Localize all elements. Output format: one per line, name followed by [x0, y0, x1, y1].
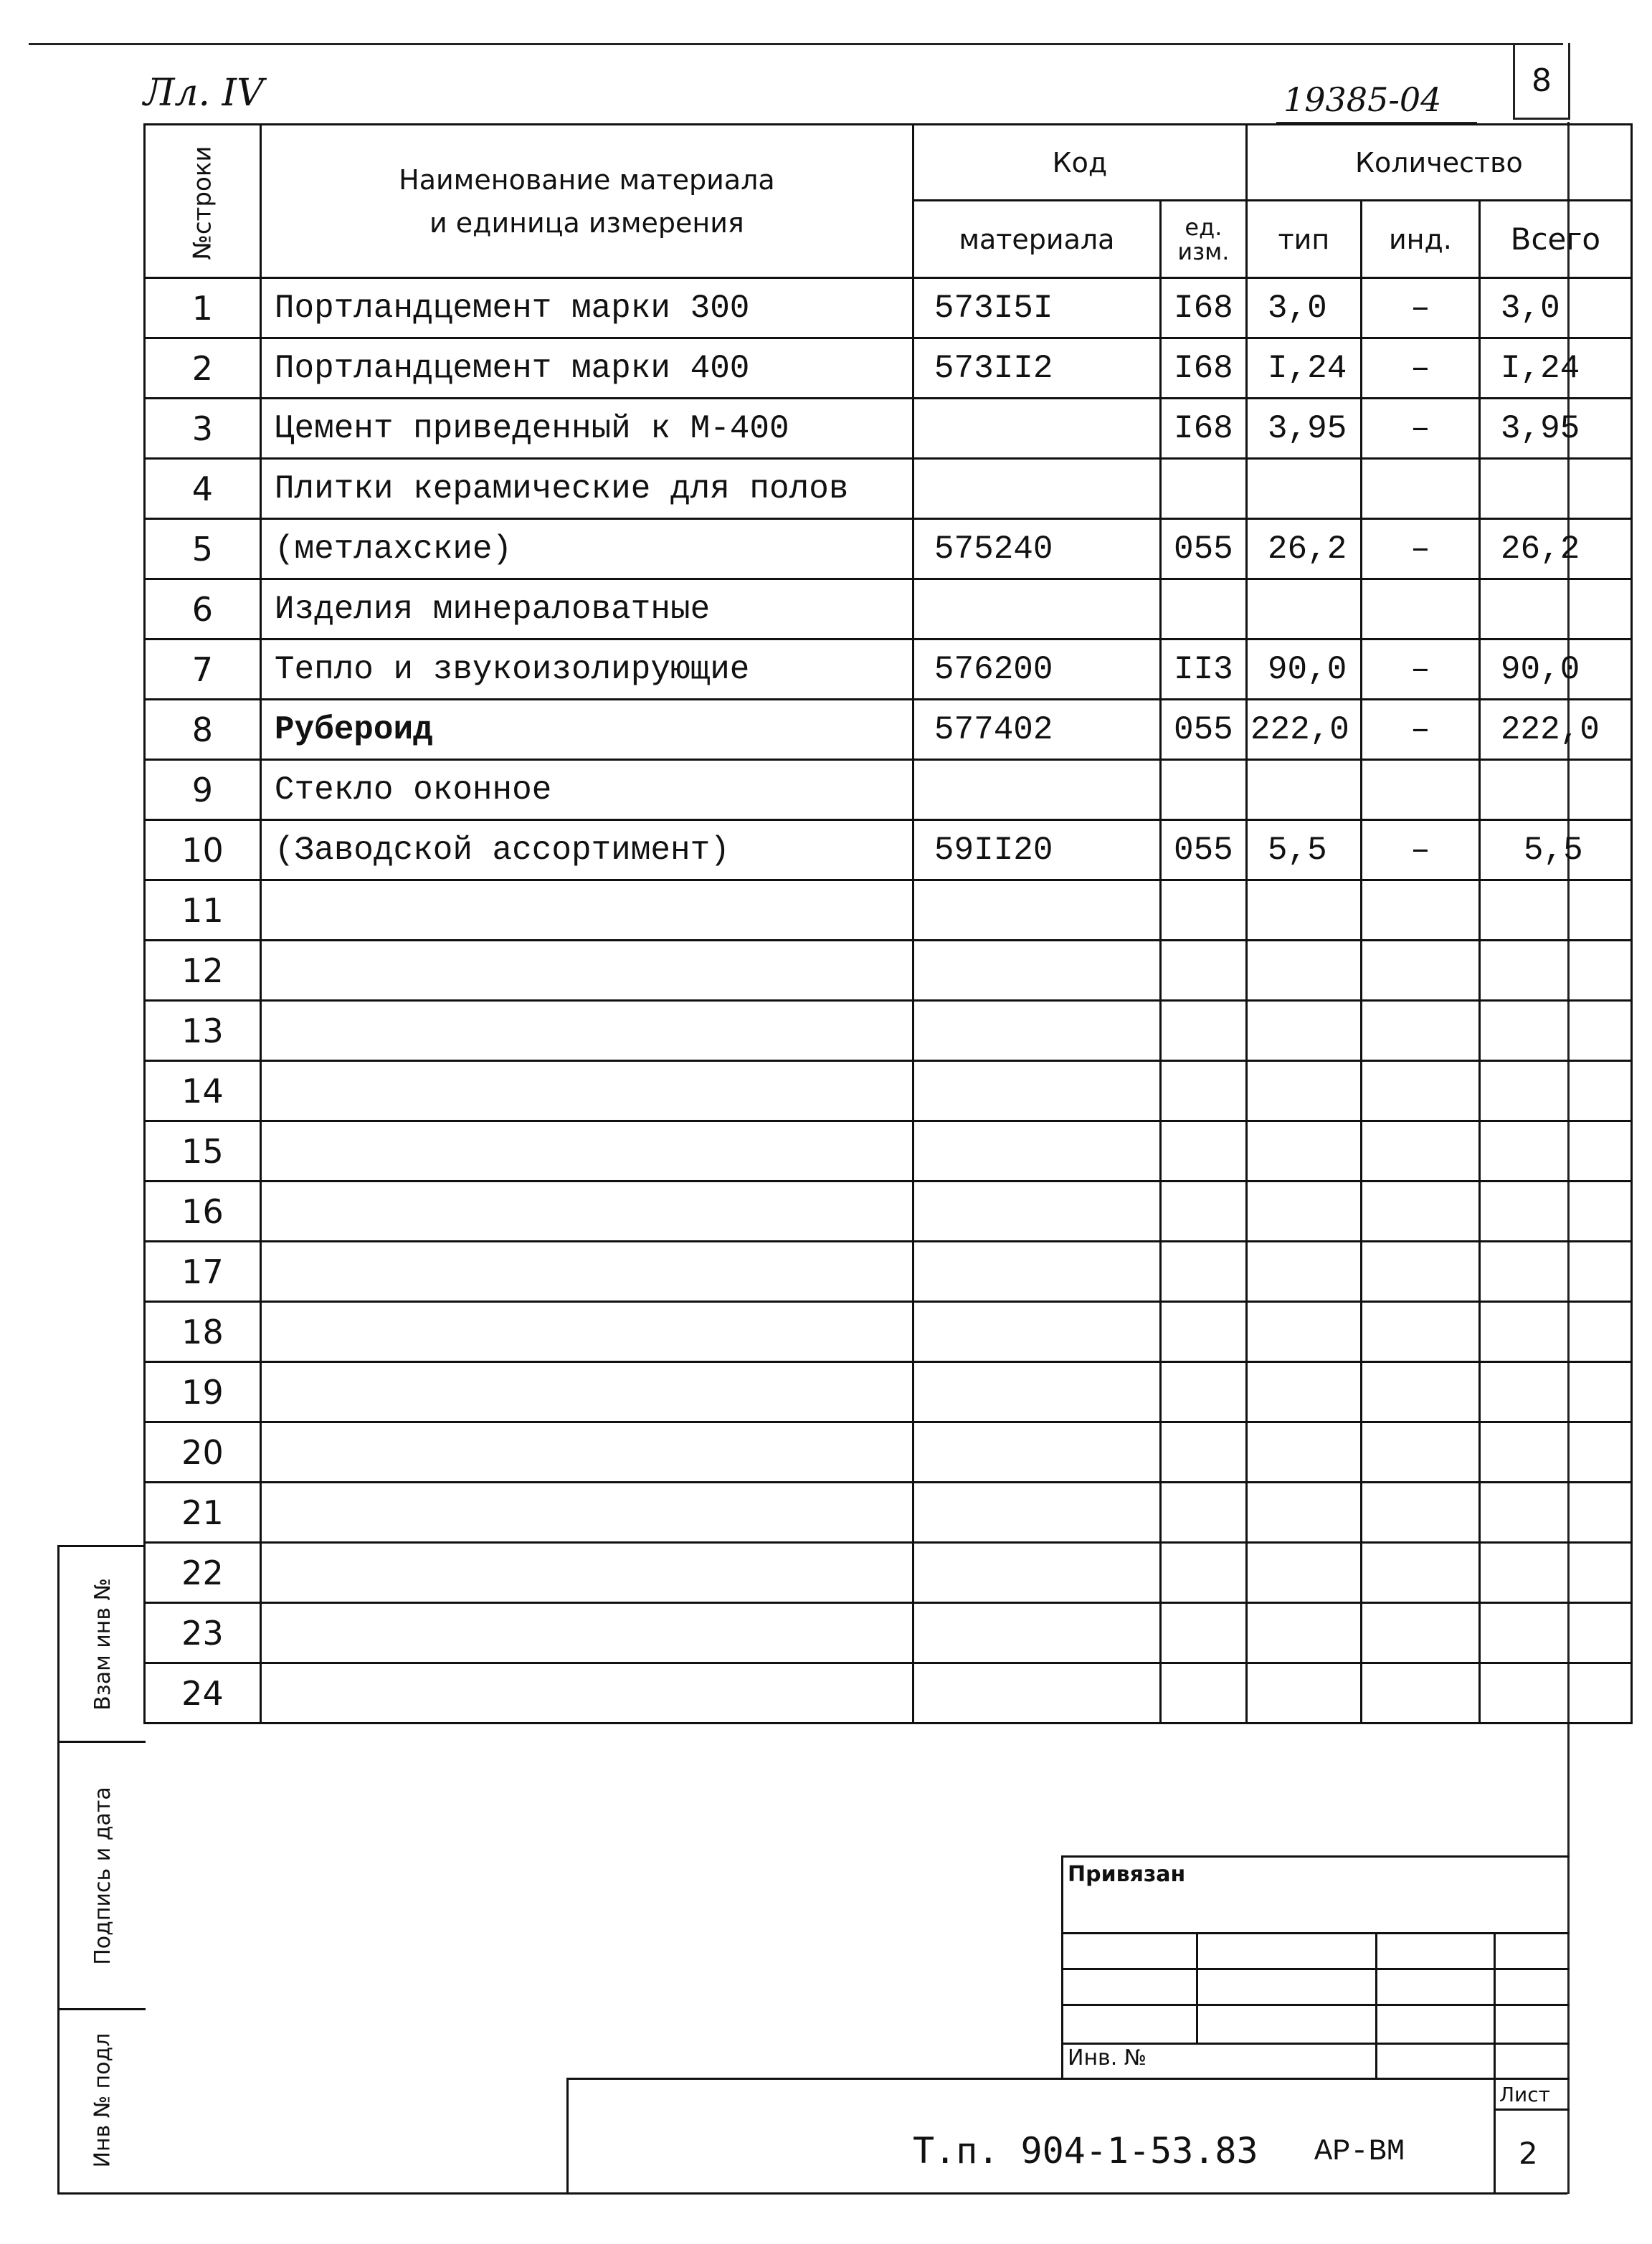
- qty-typ: [1246, 1121, 1361, 1182]
- material-name: [260, 1302, 913, 1362]
- title-block: [566, 2078, 1570, 2195]
- row-number: 7: [145, 640, 261, 700]
- material-name: Плитки керамические для полов: [260, 459, 913, 519]
- qty-ind: –: [1361, 519, 1479, 579]
- row-number: 24: [145, 1663, 261, 1724]
- qty-ind: [1361, 1543, 1479, 1603]
- table-row: [145, 640, 1632, 700]
- unit-code: I68: [1160, 399, 1246, 459]
- qty-typ: [1246, 459, 1361, 519]
- col-code-material-header: материала: [913, 201, 1160, 278]
- unit-code: [1160, 1543, 1246, 1603]
- stamp-bound-label: Привязан: [1068, 1862, 1186, 1887]
- col-code-unit-header: ед. изм.: [1160, 201, 1246, 278]
- material-name: [260, 880, 913, 941]
- qty-ind: [1361, 1242, 1479, 1302]
- qty-ind: –: [1361, 700, 1479, 760]
- stamp-divider: [1375, 1932, 1377, 2080]
- material-code: 575240: [913, 519, 1160, 579]
- unit-code: 055: [1160, 519, 1246, 579]
- material-name: Цемент приведенный к М-400: [260, 399, 913, 459]
- qty-ind: –: [1361, 399, 1479, 459]
- row-number: 13: [145, 1001, 261, 1061]
- material-code: [913, 1422, 1160, 1483]
- material-code: 577402: [913, 700, 1160, 760]
- qty-total: [1479, 1543, 1631, 1603]
- material-code: [913, 1302, 1160, 1362]
- qty-ind: [1361, 579, 1479, 640]
- qty-typ: 3,0: [1246, 278, 1361, 338]
- qty-total: [1479, 1242, 1631, 1302]
- qty-typ: [1246, 1302, 1361, 1362]
- qty-typ: 26,2: [1246, 519, 1361, 579]
- table-row: [145, 1663, 1632, 1724]
- qty-total: [1479, 1001, 1631, 1061]
- qty-total: [1479, 459, 1631, 519]
- material-name: [260, 1121, 913, 1182]
- table-row: [145, 1182, 1632, 1242]
- row-number: 18: [145, 1302, 261, 1362]
- section-code: АР-ВМ: [1314, 2134, 1405, 2169]
- material-code: [913, 1483, 1160, 1543]
- table-row: [145, 1121, 1632, 1182]
- qty-typ: [1246, 1543, 1361, 1603]
- material-code: [913, 1001, 1160, 1061]
- material-name: [260, 1182, 913, 1242]
- unit-code: [1160, 1603, 1246, 1663]
- unit-code: [1160, 1663, 1246, 1724]
- qty-total: 90,0: [1479, 640, 1631, 700]
- qty-total: [1479, 1603, 1631, 1663]
- material-name: (Заводской ассортимент): [260, 820, 913, 880]
- material-code: [913, 1242, 1160, 1302]
- row-number: 11: [145, 880, 261, 941]
- qty-total: [1479, 1663, 1631, 1724]
- replaces-inv-cell: [60, 1547, 146, 1743]
- unit-code: [1160, 1422, 1246, 1483]
- unit-code: 055: [1160, 700, 1246, 760]
- row-number: 12: [145, 941, 261, 1001]
- qty-typ: 3,95: [1246, 399, 1361, 459]
- unit-code: [1160, 1483, 1246, 1543]
- sheet-line: [1494, 2108, 1570, 2111]
- qty-typ: [1246, 579, 1361, 640]
- material-code: [913, 1182, 1160, 1242]
- qty-ind: [1361, 760, 1479, 820]
- table-row: [145, 1543, 1632, 1603]
- material-code: 573II2: [913, 338, 1160, 399]
- row-number: 1: [145, 278, 261, 338]
- material-code: [913, 880, 1160, 941]
- materials-table: [143, 123, 1633, 1724]
- qty-ind: [1361, 1182, 1479, 1242]
- sheet-label-text: Лист: [1499, 2083, 1550, 2106]
- stamp-divider: [1196, 1932, 1198, 2043]
- row-number: 5: [145, 519, 261, 579]
- sign-date-label: Подпись и дата: [90, 1786, 115, 1965]
- material-code: [913, 1663, 1160, 1724]
- inv-orig-label: Инв № подл: [90, 2033, 115, 2168]
- qty-total: [1479, 1182, 1631, 1242]
- qty-typ: 222,0: [1246, 700, 1361, 760]
- qty-typ: [1246, 1422, 1361, 1483]
- unit-code: I68: [1160, 278, 1246, 338]
- qty-ind: [1361, 1362, 1479, 1422]
- unit-code: [1160, 459, 1246, 519]
- qty-ind: [1361, 1483, 1479, 1543]
- inv-orig-cell: [60, 2010, 146, 2190]
- qty-total: [1479, 1483, 1631, 1543]
- table-row: [145, 820, 1632, 880]
- unit-code: [1160, 1242, 1246, 1302]
- table-row: [145, 278, 1632, 338]
- left-stamp-strip: [57, 1545, 146, 2195]
- qty-typ: [1246, 1001, 1361, 1061]
- qty-total: [1479, 579, 1631, 640]
- material-code: [913, 1061, 1160, 1121]
- table-row: [145, 1302, 1632, 1362]
- table-row: [145, 1603, 1632, 1663]
- binding-stamp: [1061, 1855, 1570, 2080]
- sheet-number: 2: [1519, 2136, 1538, 2171]
- table-row: [145, 1362, 1632, 1422]
- unit-code: II3: [1160, 640, 1246, 700]
- material-code: 59II20: [913, 820, 1160, 880]
- qty-ind: [1361, 941, 1479, 1001]
- material-name: Рубероид: [260, 700, 913, 760]
- qty-total: [1479, 760, 1631, 820]
- unit-code: [1160, 1061, 1246, 1121]
- designation: Т.п. 904-1-53.83: [913, 2130, 1258, 2172]
- material-name: [260, 1663, 913, 1724]
- qty-typ: [1246, 1242, 1361, 1302]
- sheet-divider: [1494, 2080, 1496, 2195]
- qty-ind: –: [1361, 640, 1479, 700]
- qty-typ: [1246, 760, 1361, 820]
- unit-code: [1160, 1302, 1246, 1362]
- qty-ind: –: [1361, 278, 1479, 338]
- material-code: [913, 1362, 1160, 1422]
- material-name: Стекло оконное: [260, 760, 913, 820]
- material-name: [260, 1543, 913, 1603]
- qty-typ: [1246, 1483, 1361, 1543]
- table-row: [145, 399, 1632, 459]
- col-name-header: Наименование материала и единица измерения: [260, 125, 913, 278]
- col-qty-typ-header: тип: [1246, 201, 1361, 278]
- material-name: Портландцемент марки 300: [260, 278, 913, 338]
- qty-total: [1479, 941, 1631, 1001]
- material-name: Портландцемент марки 400: [260, 338, 913, 399]
- qty-typ: I,24: [1246, 338, 1361, 399]
- row-number: 21: [145, 1483, 261, 1543]
- row-number: 4: [145, 459, 261, 519]
- material-name: [260, 941, 913, 1001]
- qty-ind: [1361, 1603, 1479, 1663]
- qty-ind: [1361, 1422, 1479, 1483]
- qty-ind: [1361, 1061, 1479, 1121]
- qty-typ: [1246, 1061, 1361, 1121]
- qty-total: [1479, 1302, 1631, 1362]
- qty-ind: [1361, 880, 1479, 941]
- qty-total: 3,95: [1479, 399, 1631, 459]
- qty-ind: [1361, 1302, 1479, 1362]
- material-code: 576200: [913, 640, 1160, 700]
- material-code: [913, 1121, 1160, 1182]
- qty-typ: 90,0: [1246, 640, 1361, 700]
- col-qty-ind-header: инд.: [1361, 201, 1479, 278]
- qty-typ: 5,5: [1246, 820, 1361, 880]
- table-row: [145, 1483, 1632, 1543]
- row-number: 23: [145, 1603, 261, 1663]
- sheet-box-number: 8: [1532, 62, 1552, 99]
- row-number: 22: [145, 1543, 261, 1603]
- material-code: 573I5I: [913, 278, 1160, 338]
- material-name: [260, 1422, 913, 1483]
- unit-code: [1160, 1121, 1246, 1182]
- qty-typ: [1246, 880, 1361, 941]
- material-code: [913, 1603, 1160, 1663]
- material-code: [913, 1543, 1160, 1603]
- qty-ind: [1361, 1121, 1479, 1182]
- qty-typ: [1246, 1182, 1361, 1242]
- material-name: [260, 1242, 913, 1302]
- table-row: [145, 519, 1632, 579]
- qty-ind: [1361, 1001, 1479, 1061]
- material-name: [260, 1603, 913, 1663]
- unit-code: [1160, 760, 1246, 820]
- material-name: Тепло и звукоизолирующие: [260, 640, 913, 700]
- table-row: [145, 459, 1632, 519]
- row-number: 20: [145, 1422, 261, 1483]
- sheet-box: [1513, 43, 1570, 120]
- material-name: [260, 1061, 913, 1121]
- unit-code: I68: [1160, 338, 1246, 399]
- stamp-divider: [1494, 1932, 1496, 2080]
- unit-code: [1160, 1001, 1246, 1061]
- table-row: [145, 700, 1632, 760]
- frame-top-line: [29, 43, 1563, 45]
- col-code-group-header: Код: [913, 125, 1246, 201]
- table-row: [145, 1001, 1632, 1061]
- table-row: [145, 338, 1632, 399]
- qty-ind: [1361, 459, 1479, 519]
- qty-ind: –: [1361, 820, 1479, 880]
- row-number: 6: [145, 579, 261, 640]
- col-qty-group-header: Количество: [1246, 125, 1631, 201]
- material-name: [260, 1483, 913, 1543]
- material-name: (метлахские): [260, 519, 913, 579]
- row-number: 3: [145, 399, 261, 459]
- unit-code: [1160, 1362, 1246, 1422]
- qty-total: [1479, 880, 1631, 941]
- material-code: [913, 579, 1160, 640]
- qty-ind: [1361, 1663, 1479, 1724]
- unit-code: [1160, 880, 1246, 941]
- unit-code: [1160, 1182, 1246, 1242]
- table-row: [145, 579, 1632, 640]
- row-number: 16: [145, 1182, 261, 1242]
- col-row-num-header: [145, 125, 261, 278]
- qty-typ: [1246, 941, 1361, 1001]
- row-number: 19: [145, 1362, 261, 1422]
- qty-total: 3,0: [1479, 278, 1631, 338]
- sign-date-cell: [60, 1743, 146, 2010]
- qty-total: I,24: [1479, 338, 1631, 399]
- qty-total: 26,2: [1479, 519, 1631, 579]
- doc-number: 19385-04: [1283, 80, 1442, 119]
- material-code: [913, 459, 1160, 519]
- qty-typ: [1246, 1362, 1361, 1422]
- material-code: [913, 941, 1160, 1001]
- material-code: [913, 399, 1160, 459]
- table-row: [145, 1061, 1632, 1121]
- unit-code: 055: [1160, 820, 1246, 880]
- table-row: [145, 1242, 1632, 1302]
- unit-code: [1160, 941, 1246, 1001]
- col-row-num-label: №строки: [188, 146, 217, 260]
- qty-total: 222,0: [1479, 700, 1631, 760]
- material-name: [260, 1001, 913, 1061]
- qty-total: [1479, 1121, 1631, 1182]
- col-qty-total-header: Всего: [1479, 201, 1631, 278]
- row-number: 9: [145, 760, 261, 820]
- row-number: 8: [145, 700, 261, 760]
- row-number: 14: [145, 1061, 261, 1121]
- row-number: 17: [145, 1242, 261, 1302]
- qty-typ: [1246, 1663, 1361, 1724]
- material-code: [913, 760, 1160, 820]
- row-number: 15: [145, 1121, 261, 1182]
- qty-total: 5,5: [1479, 820, 1631, 880]
- stamp-inv-label: Инв. №: [1068, 2045, 1147, 2071]
- table-row: [145, 760, 1632, 820]
- qty-total: [1479, 1362, 1631, 1422]
- sheet-label: Лл. IV: [143, 72, 264, 115]
- qty-total: [1479, 1061, 1631, 1121]
- replaces-inv-label: Взам инв №: [90, 1577, 115, 1711]
- qty-total: [1479, 1422, 1631, 1483]
- table-row: [145, 880, 1632, 941]
- unit-code: [1160, 579, 1246, 640]
- material-name: [260, 1362, 913, 1422]
- row-number: 10: [145, 820, 261, 880]
- table-row: [145, 1422, 1632, 1483]
- qty-ind: –: [1361, 338, 1479, 399]
- row-number: 2: [145, 338, 261, 399]
- material-name: Изделия минераловатные: [260, 579, 913, 640]
- qty-typ: [1246, 1603, 1361, 1663]
- table-row: [145, 941, 1632, 1001]
